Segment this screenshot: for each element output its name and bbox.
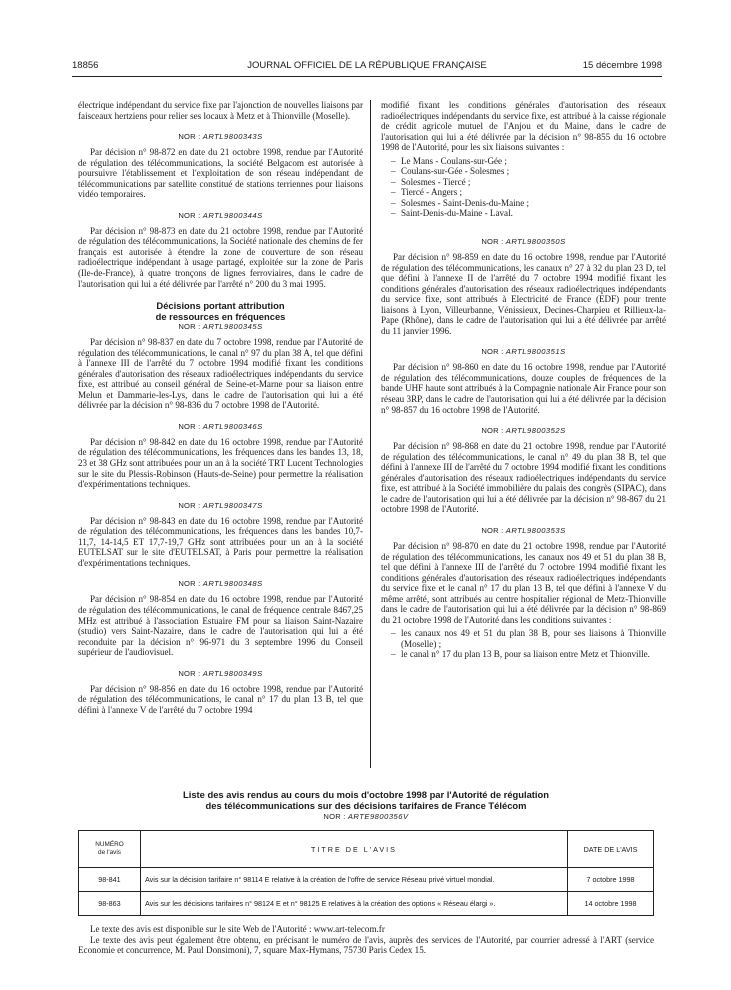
table-row — [79, 892, 654, 916]
list-item: – les canaux nos 49 et 51 du plan 38 B, pour ses liaisons à Thionville (Moselle) ; — [391, 628, 666, 649]
nor-reference: NOR : ARTL9800343S — [178, 132, 263, 142]
column-header-title: TITRE DE L'AVIS — [141, 831, 568, 868]
avis-number: 98-841 — [79, 868, 141, 892]
journal-title: JOURNAL OFFICIEL DE LA RÉPUBLIQUE FRANÇAISE — [247, 60, 487, 71]
list-item: – Solesmes - Tiercé ; — [391, 177, 666, 188]
footer-paragraph: Le texte des avis peut également être obtenu, en précisant le numéro de l'avis, auprès des services de l'Autorité, par courrier adressé à l'ART (service Economie et concurrence, M. Paul Donsimoni), 7, square Max-Hymans, 75730 Paris Cedex 15. — [78, 934, 654, 956]
continuation-paragraph: modifié fixant les conditions générales d'autorisation des réseaux radioélectriques indépendants du service fixe, est attribué à la caisse régionale de crédit agricole mutuel de l'Anjou et du Maine, dans le cadre de l'autorisation qui lui a été délivrée par la décision n° 98-855 du 16 octobre 1998 de l'Autorité, pour les six liaisons suivantes : — [381, 100, 666, 153]
decision-paragraph: Par décision n° 98-870 en date du 21 octobre 1998, rendue par l'Autorité de régulation des télécommunications, les canaux nos 49 et 51 du plan 38 B, tel que défini à l'annexe III de l'arrêté du 7 octobre 1994 modifié fixant les conditions générales d'autorisation des réseaux radioélectriques indépendants du service fixe et le canal n° 17 du plan 13 B, tel que défini à l'annexe V du même arrêté, sont attribués au centre hospitalier régional de Metz-Thionville dans le cadre de l'autorisation qui lui a été délivrée par la décision n° 98-869 du 21 octobre 1998 de l'Autorité dans les conditions suivantes : — [381, 540, 666, 625]
decision-paragraph: Par décision n° 98-843 en date du 16 octobre 1998, rendue par l'Autorité de régulation des télécommunications, les fréquences dans les bandes 10,7-11,7, 14-14,5 ET 17,7-19,7 GHz sont attribuées pour un an à la société EUTELSAT sur le site d'EUTELSAT, à Paris pour permettre la réalisation d'expérimentations techniques. — [78, 515, 363, 568]
links-list — [381, 156, 666, 219]
avis-title: Liste des avis rendus au cours du mois d'octobre 1998 par l'Autorité de régulation des télécommunications sur des décisions tarifaires de France Télécom — [182, 789, 549, 811]
avis-title-cell: Avis sur la décision tarifaire n° 98114 E relative à la création de l'offre de service Réseau privé virtuel mondial. — [141, 868, 568, 892]
page-number: 18856 — [72, 60, 99, 71]
footer-paragraph: Le texte des avis est disponible sur le site Web de l'Autorité : www.art-telecom.fr — [90, 924, 385, 934]
nor-reference: NOR : ARTL9800348S — [178, 579, 263, 589]
decision-paragraph: Par décision n° 98-842 en date du 16 octobre 1998, rendue par l'Autorité de régulation des télécommunications, les fréquences dans les bandes 13, 18, 23 et 38 GHz sont attribuées pour un an à la société TRT Lucent Technologies sur le site du Plessis-Robinson (Hauts-de-Seine) pour permettre la réalisation d'expérimentations techniques. — [78, 436, 363, 490]
nor-reference: NOR : ARTL9800351S — [481, 347, 566, 357]
page-header — [72, 60, 662, 74]
nor-reference: NOR : ARTL9800353S — [481, 525, 566, 535]
avis-footer — [78, 924, 654, 956]
table-header-row — [79, 831, 654, 868]
right-column — [381, 100, 666, 660]
decision-paragraph: Par décision n° 98-868 en date du 21 octobre 1998, rendue par l'Autorité de régulation des télécommunications, le canal n° 49 du plan 38 B, tel que défini à l'annexe III de l'arrêté du 7 octobre 1994 modifié fixant les conditions générales d'autorisation des réseaux radioélectriques indépendants du service fixe, est attribué à la Société immobilière du palais des congrès (SIPAC), dans le cadre de l'autorisation qui lui a été délivrée par la décision n° 98-867 du 21 octobre 1998 de l'Autorité. — [381, 441, 666, 515]
header-rule — [72, 76, 662, 77]
nor-reference: NOR : ARTL9800345S — [178, 322, 263, 332]
decision-paragraph: Par décision n° 98-837 en date du 7 octobre 1998, rendue par l'Autorité de régulation des télécommunications, le canal n° 97 du plan 38 A, tel que défini à l'annexe III de l'arrêté du 7 octobre 1994 modifié fixant les conditions générales d'autorisation des réseaux radioélectriques indépendants du service fixe, est attribué au conseil général de Seine-et-Marne pour sa liaison entre Melun et Dammarie-les-Lys, dans le cadre de l'autorisation qui lui a été délivrée par la décision n° 98-836 du 7 octobre 1998 de l'Autorité. — [78, 337, 363, 411]
list-item: – Tiercé - Angers ; — [391, 187, 666, 198]
avis-title-cell: Avis sur les décisions tarifaires n° 98124 E et n° 98125 E relatives à la création des options « Réseau élargi ». — [141, 892, 568, 916]
list-item: – Coulans-sur-Gée - Solesmes ; — [391, 166, 666, 177]
avis-number: 98-863 — [79, 892, 141, 916]
nor-reference: NOR : ARTL9800349S — [178, 668, 263, 678]
decision-paragraph: Par décision n° 98-873 en date du 21 octobre 1998, rendue par l'Autorité de régulation des télécommunications, la Société nationale des chemins de fer français est autorisée à étendre la zone de couverture de son réseau radioélectrique indépendant à usage partagé, exploitée sur la zone de Paris (Ile-de-France), à quatre tronçons de lignes ferroviaires, dans le cadre de l'autorisation qui lui a été délivrée par l'arrêté n° 200 du 3 mai 1995. — [78, 225, 363, 289]
nor-reference: NOR : ARTL9800344S — [178, 210, 263, 220]
nor-reference: NOR : ARTL9800347S — [178, 500, 263, 510]
publication-date: 15 décembre 1998 — [582, 60, 662, 71]
decision-paragraph: Par décision n° 98-860 en date du 16 octobre 1998, rendue par l'Autorité de régulation des télécommunications, douze couples de fréquences de la bande UHF haute sont attribués à la Compagnie nationale Air France pour son réseau 3RP, dans le cadre de l'autorisation qui lui a été délivrée par la décision n° 98-857 du 16 octobre 1998 de l'Autorité. — [381, 362, 666, 415]
list-item: – le canal n° 17 du plan 13 B, pour sa liaison entre Metz et Thionville. — [391, 649, 666, 660]
nor-reference: NOR : ARTE9800356V — [323, 812, 409, 821]
decision-paragraph: Par décision n° 98-856 en date du 16 octobre 1998, rendue par l'Autorité de régulation des télécommunications, le canal n° 17 du plan 13 B, tel que défini à l'annexe V de l'arrêté du 7 octobre 1994 — [78, 683, 363, 715]
avis-table — [78, 830, 654, 916]
decision-paragraph: Par décision n° 98-859 en date du 16 octobre 1998, rendue par l'Autorité de régulation des télécommunications, les canaux n° 27 à 32 du plan 23 D, tel que défini à l'annexe II de l'arrêté du 7 octobre 1994 modifié fixant les conditions générales d'autorisation des réseaux radioélectriques indépendants du service fixe, sont attribués à Electricité de France (EDF) pour trente liaisons à Lyon, Villeurbanne, Vénissieux, Decines-Charpieu et Rillieux-la-Pape (Rhône), dans le cadre de l'autorisation qui lui a été délivrée par arrêté du 11 janvier 1996. — [381, 252, 666, 336]
decision-paragraph: Par décision n° 98-872 en date du 21 octobre 1998, rendue par l'Autorité de régulation des télécommunications, la société Belgacom est autorisée à poursuivre l'établissement et l'exploitation de son réseau indépendant de télécommunications par satellite constitué de stations terriennes pour liaisons vidéo temporaires. — [78, 147, 363, 200]
conditions-list — [381, 628, 666, 660]
column-divider — [370, 100, 371, 768]
nor-reference: NOR : ARTL9800352S — [481, 426, 566, 436]
section-heading: Décisions portant attribution de ressources en fréquences — [155, 300, 286, 322]
avis-date: 7 octobre 1998 — [568, 868, 654, 892]
avis-section — [78, 790, 654, 956]
avis-date: 14 octobre 1998 — [568, 892, 654, 916]
nor-reference: NOR : ARTL9800346S — [178, 421, 263, 431]
list-item: – Le Mans - Coulans-sur-Gée ; — [391, 156, 666, 167]
left-column — [78, 100, 363, 715]
list-item: – Solesmes - Saint-Denis-du-Maine ; — [391, 198, 666, 209]
column-header-number: NUMÉRO de l'avis — [79, 831, 141, 868]
table-row — [79, 868, 654, 892]
list-item: – Saint-Denis-du-Maine - Laval. — [391, 208, 666, 219]
column-header-date: DATE DE L'AVIS — [568, 831, 654, 868]
nor-reference: NOR : ARTL9800350S — [481, 237, 566, 247]
decision-paragraph: Par décision n° 98-854 en date du 16 octobre 1998, rendue par l'Autorité de régulation des télécommunications, le canal de fréquence centrale 8467,25 MHz est attribué à l'association Estuaire FM pour sa liaison Saint-Nazaire (studio) vers Saint-Nazaire, dans le cadre de l'autorisation qui lui a été reconduite par la décision n° 96-971 du 3 septembre 1996 du Conseil supérieur de l'audiovisuel. — [78, 594, 363, 658]
intro-paragraph: électrique indépendant du service fixe par l'ajonction de nouvelles liaisons par faisceaux hertziens pour relier ses locaux à Metz et à Thionville (Moselle). — [78, 100, 363, 121]
